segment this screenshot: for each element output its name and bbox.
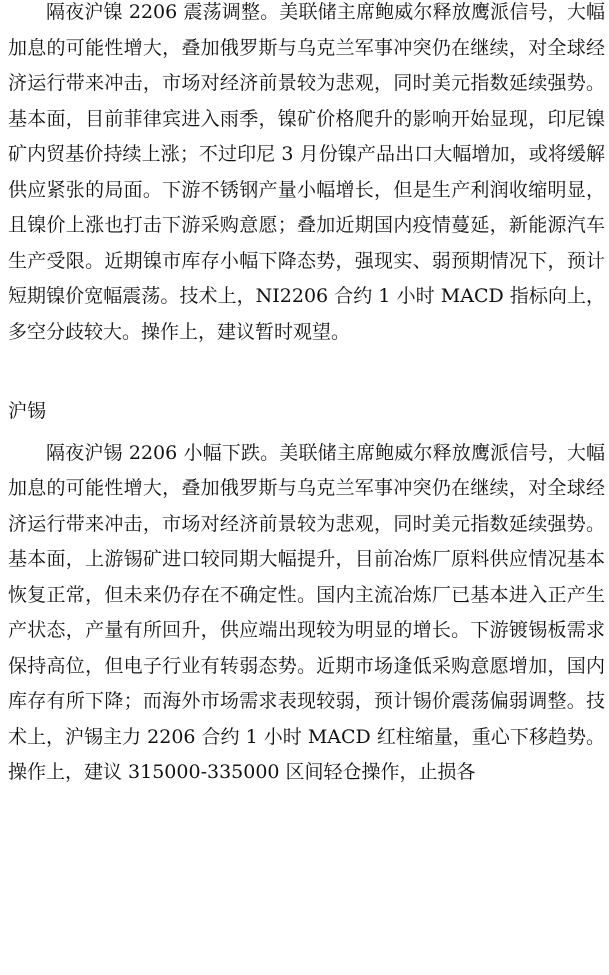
- document-page: [8, 0, 605, 791]
- tin-section-heading: 沪锡: [8, 400, 47, 422]
- paragraph-spacer: [8, 350, 605, 390]
- nickel-paragraph: 隔夜沪镍 2206 震荡调整。美联储主席鲍威尔释放鹰派信号，大幅加息的可能性增大，叠加俄罗斯与乌克兰军事冲突仍在继续，对全球经济运行带来冲击，市场对经济前景较为悲观，同时美元指数延续强势。基本面，目前菲律宾进入雨季，镍矿价格爬升的影响开始显现，印尼镍矿内贸基价持续上涨；不过印尼 3 月份镍产品出口大幅增加，或将缓解供应紧张的局面。下游不锈钢产量小幅增长，但是生产利润收缩明显，且镍价上涨也打击下游采购意愿；叠加近期国内疫情蔓延，新能源汽车生产受限。近期镍市库存小幅下降态势，强现实、弱预期情况下，预计短期镍价宽幅震荡。技术上，NI2206 合约 1 小时 MACD 指标向上，多空分歧较大。操作上，建议暂时观望。: [8, 1, 605, 343]
- tin-paragraph: 隔夜沪锡 2206 小幅下跌。美联储主席鲍威尔释放鹰派信号，大幅加息的可能性增大，叠加俄罗斯与乌克兰军事冲突仍在继续，对全球经济运行带来冲击，市场对经济前景较为悲观，同时美元指数延续强势。基本面，上游锡矿进口较同期大幅提升，目前冶炼厂原料供应情况基本恢复正常，但未来仍存在不确定性。国内主流冶炼厂已基本进入正产生产状态，产量有所回升，供应端出现较为明显的增长。下游镀锡板需求保持高位，但电子行业有转弱态势。近期市场逢低采购意愿增加，国内库存有所下降；而海外市场需求表现较弱，预计锡价震荡偏弱调整。技术上，沪锡主力 2206 合约 1 小时 MACD 红柱缩量，重心下移趋势。操作上，建议 315000-335000 区间轻仓操作，止损各: [8, 441, 605, 783]
